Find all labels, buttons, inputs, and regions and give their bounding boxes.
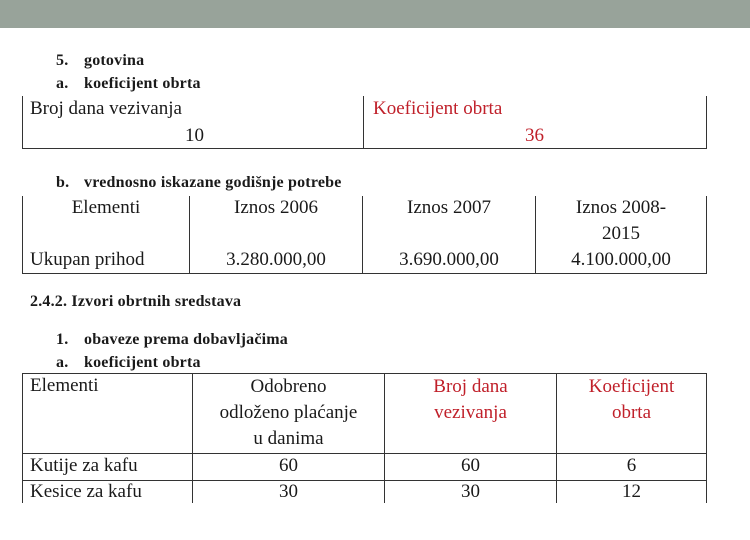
table3-header-broj-line2: vezivanja	[434, 402, 507, 423]
table3-row1-odobreno: 60	[279, 455, 298, 476]
table2-header-2015: 2015	[602, 223, 640, 244]
table3-row2-broj: 30	[461, 481, 480, 502]
table2-row-value-2007: 3.690.000,00	[399, 249, 499, 270]
table2-row-label: Ukupan prihod	[30, 249, 145, 270]
section-1a-title: koeficijent obrta	[84, 354, 201, 371]
table1-value-broj-dana: 10	[185, 125, 204, 146]
table3-row1-koef: 6	[626, 455, 637, 476]
table3-row1-broj: 60	[461, 455, 480, 476]
table3-row2-koef: 12	[622, 481, 641, 502]
top-bar	[0, 0, 750, 28]
table3-row1-label: Kutije za kafu	[30, 455, 138, 476]
section-5-title: gotovina	[84, 52, 145, 69]
table3-header-odobreno-line2: odloženo plaćanje	[219, 402, 358, 423]
section-5b-title: vrednosno iskazane godišnje potrebe	[84, 174, 342, 191]
table3-header-elementi: Elementi	[30, 375, 99, 396]
section-1-title: obaveze prema dobavljačima	[84, 331, 288, 348]
table3-header-koef-line1: Koeficijent	[588, 376, 675, 397]
table2-header-iznos-2006: Iznos 2006	[234, 197, 318, 218]
table2-header-iznos-2008: Iznos 2008-	[575, 197, 667, 218]
table3-header-odobreno-line1: Odobreno	[250, 376, 327, 397]
section-5b-heading	[56, 174, 342, 192]
section-1a-heading	[56, 354, 201, 372]
section-5b-letter: b.	[56, 174, 70, 191]
table3-row2-label: Kesice za kafu	[30, 481, 142, 502]
table1-value-koeficijent: 36	[525, 125, 544, 146]
section-1a-letter: a.	[56, 354, 69, 371]
table1-header-koeficijent: Koeficijent obrta	[373, 98, 503, 119]
section-5-number: 5.	[56, 52, 69, 69]
section-5a-letter: a.	[56, 75, 69, 92]
table2-row-value-2008: 4.100.000,00	[571, 249, 671, 270]
table3-header-odobreno-line3: u danima	[253, 428, 324, 449]
table3-header-koef-line2: obrta	[611, 402, 652, 423]
table2-header-iznos-2007: Iznos 2007	[407, 197, 491, 218]
table3-row2-odobreno: 30	[279, 481, 298, 502]
section-5a-title: koeficijent obrta	[84, 75, 201, 92]
section-242-heading: 2.4.2. Izvori obrtnih sredstava	[30, 293, 242, 310]
section-1-heading	[56, 331, 288, 349]
table2-row-value-2006: 3.280.000,00	[226, 249, 326, 270]
table1-header-broj-dana: Broj dana vezivanja	[30, 98, 182, 119]
section-5-heading	[56, 52, 144, 70]
table3-header-broj-line1: Broj dana	[433, 376, 508, 397]
section-1-number: 1.	[56, 331, 69, 348]
section-5a-heading	[56, 75, 201, 93]
table2-header-elementi: Elementi	[71, 197, 141, 218]
